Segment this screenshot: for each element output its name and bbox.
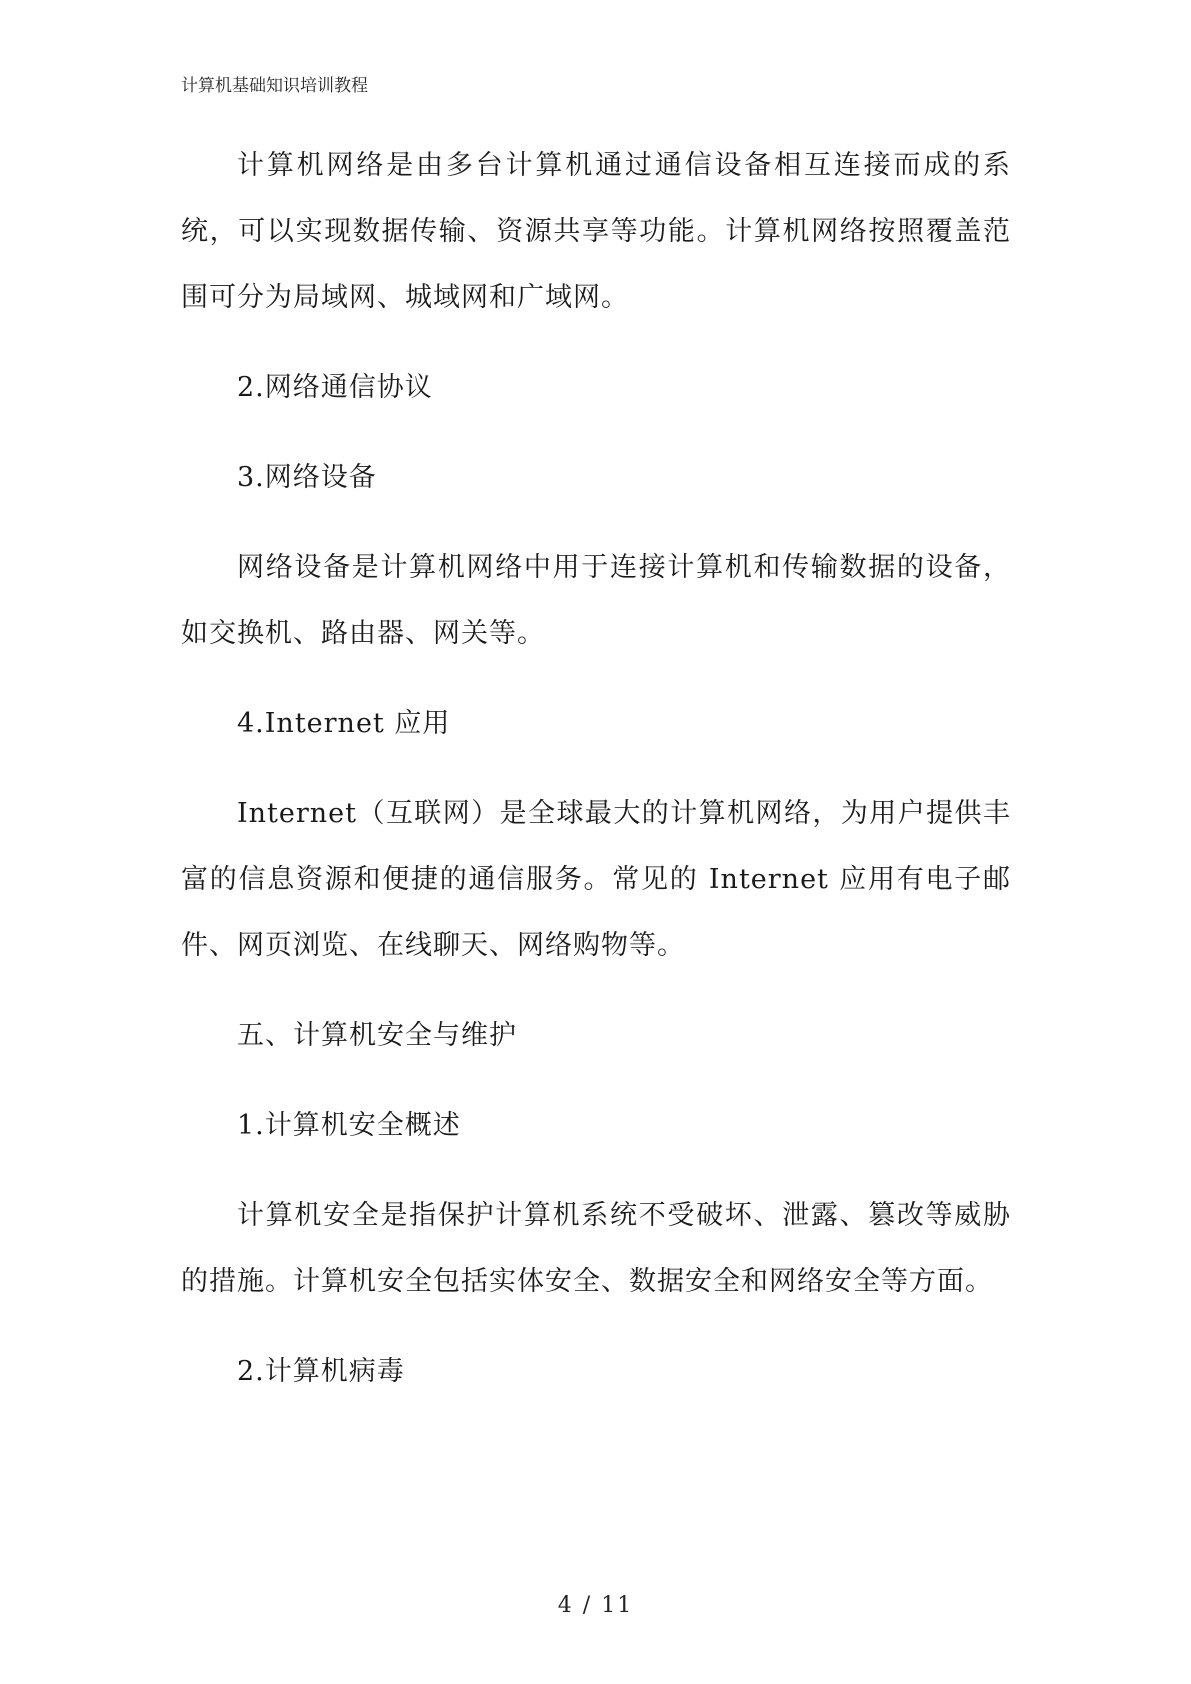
section-heading-virus: 2.计算机病毒 — [237, 1356, 405, 1387]
paragraph-internet: Internet（互联网）是全球最大的计算机网络，为用户提供丰富的信息资源和便捷的通信服务。常见的 Internet 应用有电子邮件、网页浏览、在线聊天、网络购物等。 — [181, 798, 1011, 961]
section-heading-internet: 4.Internet 应用 — [237, 708, 451, 739]
section-heading-protocols: 2.网络通信协议 — [237, 372, 433, 403]
paragraph-network-devices: 网络设备是计算机网络中用于连接计算机和传输数据的设备，如交换机、路由器、网关等。 — [181, 552, 1011, 649]
chapter-heading-security: 五、计算机安全与维护 — [237, 1020, 517, 1051]
running-header: 计算机基础知识培训教程 — [181, 76, 368, 96]
page-number: 4 / 11 — [557, 1593, 634, 1618]
document-body — [181, 133, 1011, 1405]
paragraph-security: 计算机安全是指保护计算机系统不受破坏、泄露、篡改等威胁的措施。计算机安全包括实体安全、数据安全和网络安全等方面。 — [181, 1200, 1011, 1297]
paragraph-network-definition: 计算机网络是由多台计算机通过通信设备相互连接而成的系统，可以实现数据传输、资源共享等功能。计算机网络按照覆盖范围可分为局域网、城域网和广域网。 — [181, 150, 1011, 313]
section-heading-devices: 3.网络设备 — [237, 462, 377, 493]
section-heading-security-overview: 1.计算机安全概述 — [237, 1110, 461, 1141]
